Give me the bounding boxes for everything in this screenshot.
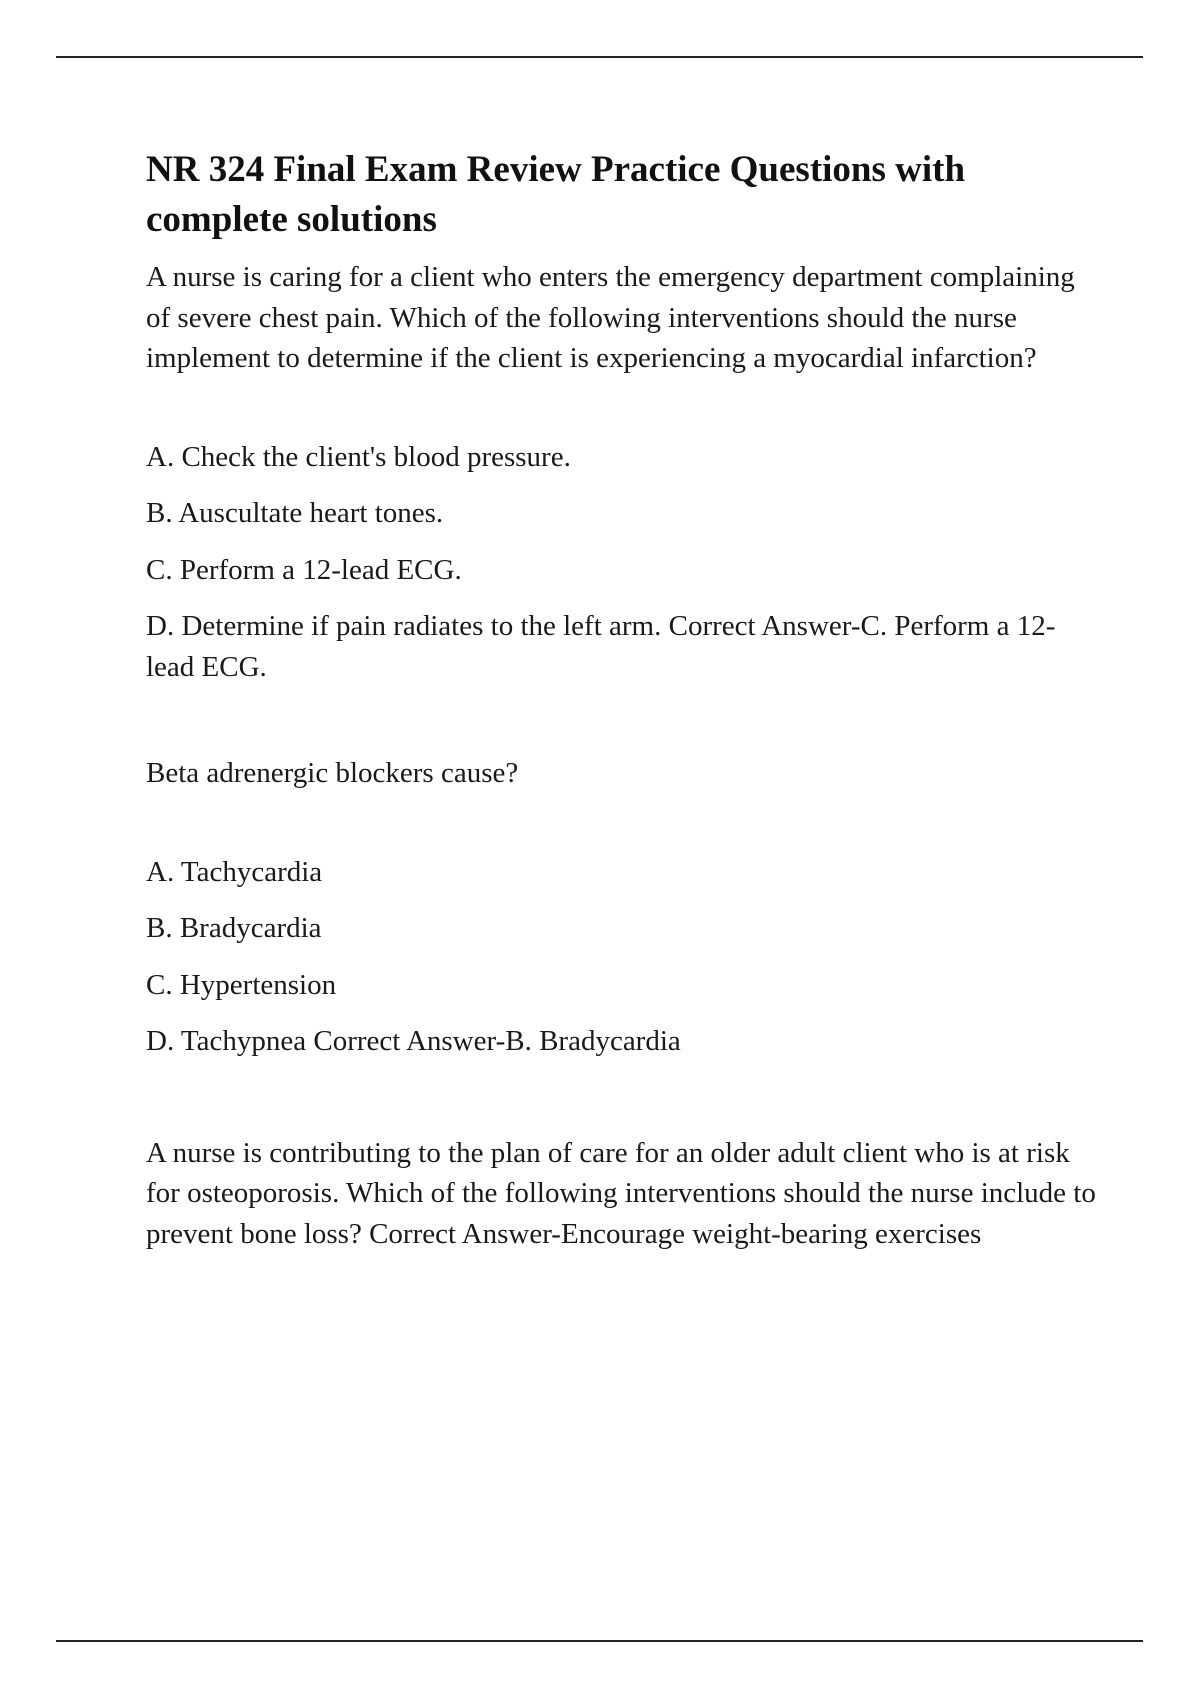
question-2-option-a: A. Tachycardia: [146, 855, 323, 888]
question-1-option-d: D. Determine if pain radiates to the left arm. Correct Answer-C. Perform a 12-lead ECG.: [146, 610, 1056, 683]
question-1-options: [146, 437, 1101, 688]
question-1-option-b: B. Auscultate heart tones.: [146, 497, 444, 529]
question-2-option-b: B. Bradycardia: [146, 912, 322, 944]
question-2-options: [146, 852, 1101, 1062]
question-1-option-c: C. Perform a 12-lead ECG.: [146, 553, 462, 586]
question-2-text: Beta adrenergic blockers cause?: [146, 757, 519, 789]
question-2-option-c: C. Hypertension: [146, 968, 337, 1001]
document-body: [146, 145, 1101, 1254]
question-1-option-a: A. Check the client's blood pressure.: [146, 440, 571, 473]
bottom-divider: [56, 1640, 1143, 1642]
question-1-text: A nurse is caring for a client who enters the emergency department complaining of severe chest pain. Which of the following interventions should the nurse implement to determine if the client is experiencing a myocardial infarction?: [146, 261, 1075, 374]
question-3-text: A nurse is contributing to the plan of care for an older adult client who is at risk for osteoporosis. Which of the following interventions should the nurse include to prevent bone loss? Correct Answer-Encourage weight-bearing exercises: [146, 1136, 1096, 1250]
document-title: NR 324 Final Exam Review Practice Questions with complete solutions: [146, 149, 966, 240]
question-2-option-d: D. Tachypnea Correct Answer-B. Bradycardia: [146, 1025, 681, 1057]
top-divider: [56, 56, 1143, 58]
